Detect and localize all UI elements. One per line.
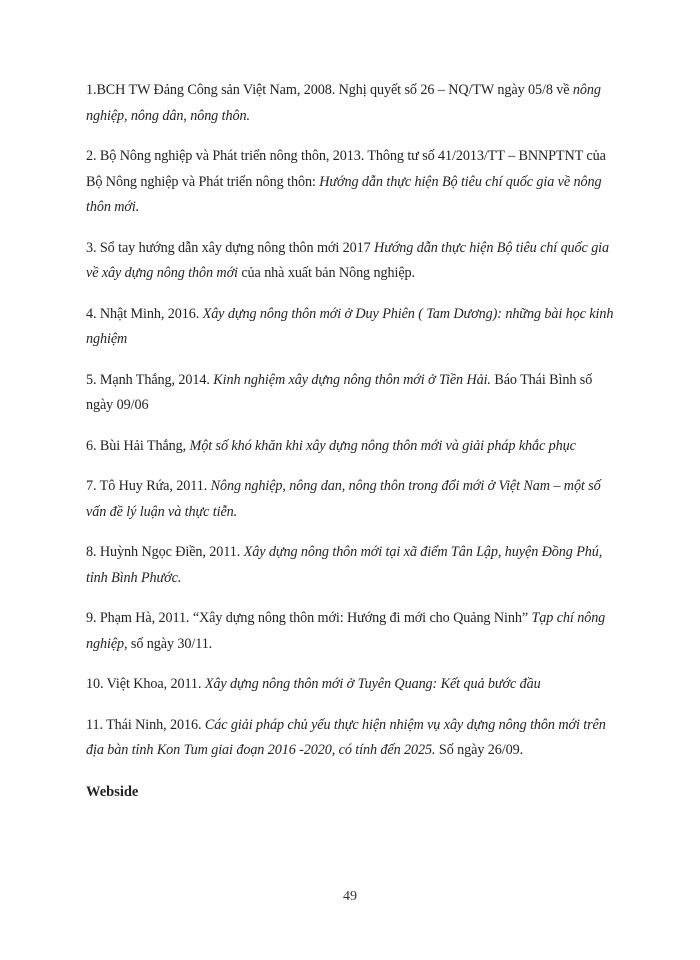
reference-text: 1.BCH TW Đảng Công sản Việt Nam, 2008. Nghị quyết số 26 – NQ/TW ngày 05/8 về [86,82,573,98]
reference-title: Xây dựng nông thôn mới tại xã điểm Tân Lập, huyện Đồng Phú, tỉnh Bình Phước. [86,544,603,586]
reference-title: Hướng dẫn thực hiện Bộ tiêu chí quốc gia về xây dựng nông thôn mới [86,239,610,281]
reference-title: Nông nghiệp, nông dan, nông thôn trong đổi mới ở Việt Nam – một số vấn đề lý luận và thực tiễn. [86,478,601,520]
reference-title: Xây dựng nông thôn mới ở Duy Phiên ( Tam Dương): những bài học kinh nghiệm [86,305,614,347]
reference-item [86,302,620,353]
reference-text: 2. Bộ Nông nghiệp và Phát triển nông thôn, 2013. Thông tư số 41/2013/TT – BNNPTNT của Bộ Nông nghiệp và Phát triển nông thôn: [86,148,606,190]
reference-title: Kinh nghiệm xây dựng nông thôn mới ở Tiền Hải. [213,371,491,388]
reference-title: Xây dựng nông thôn mới ở Tuyên Quang: Kết quả bước đầu [204,676,541,692]
reference-text: , số ngày 30/11. [124,635,213,652]
reference-text: 4. Nhật Minh, 2016. [86,305,203,322]
reference-list [86,78,620,764]
reference-text: 10. Việt Khoa, 2011. [86,676,205,692]
reference-item [86,713,620,764]
reference-item [86,368,620,419]
reference-title: Tạp chí nông nghiệp [86,610,606,652]
reference-item [86,540,620,591]
section-heading: Webside [86,783,139,800]
reference-text: Số ngày 26/09. [435,742,524,758]
reference-text: của nhà xuất bản Nông nghiệp. [237,265,415,281]
reference-text: 11. Thái Ninh, 2016. [86,716,205,733]
reference-text: 8. Huỳnh Ngọc Điền, 2011. [86,544,244,560]
reference-text: 5. Mạnh Thắng, 2014. [86,371,214,388]
reference-item [86,606,620,657]
reference-item [86,672,620,698]
reference-text: 3. Sổ tay hướng dẫn xây dựng nông thôn mới 2017 [86,239,375,256]
reference-item [86,236,620,287]
reference-title: Một số khó khăn khi xây dựng nông thôn mới và giải pháp khắc phục [189,437,576,454]
document-page [86,78,620,801]
reference-item [86,144,620,221]
reference-title: Hướng dẫn thực hiện Bộ tiêu chí quốc gia về nông thôn mới. [86,173,602,215]
reference-item [86,78,620,129]
reference-item [86,434,620,460]
reference-text: Báo Thái Bình số ngày 09/06 [86,371,593,413]
reference-text: 9. Phạm Hà, 2011. “Xây dựng nông thôn mới: Hướng đi mới cho Quảng Ninh” [86,610,532,626]
reference-title: nông nghiệp, nông dân, nông thôn. [86,82,601,124]
reference-text: 6. Bùi Hải Thắng, [86,437,190,454]
page-number: 49 [343,889,357,904]
reference-item [86,474,620,525]
reference-title: Các giải pháp chủ yếu thực hiện nhiệm vụ xây dựng nông thôn mới trên địa bàn tỉnh Kon Tum giai đoạn 2016 -2020, có tính đến 2025. [86,716,606,758]
reference-text: 7. Tô Huy Rứa, 2011. [86,478,211,494]
